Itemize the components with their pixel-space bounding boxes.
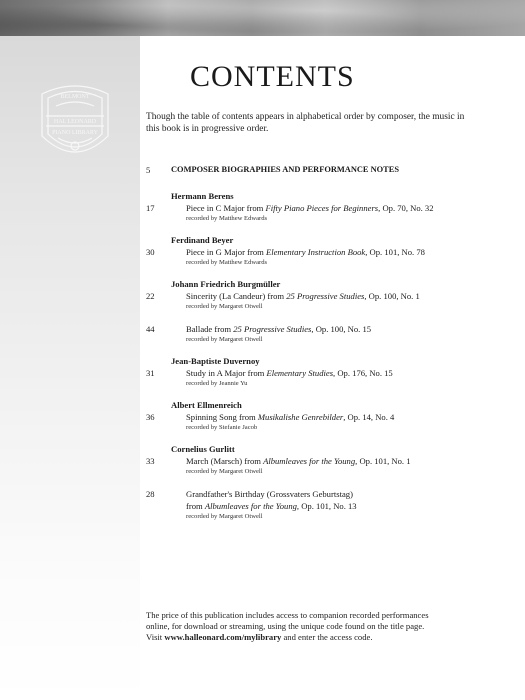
page-number: 28 — [146, 489, 155, 499]
page-number: 44 — [146, 324, 155, 334]
recorded-by: recorded by Margaret Otwell — [186, 303, 263, 310]
toc-entry[interactable] — [146, 367, 486, 379]
left-panel — [0, 36, 140, 700]
page-number: 30 — [146, 247, 155, 257]
toc-entry-continued — [146, 500, 486, 512]
seal-text-top: BELMONT — [60, 94, 90, 100]
toc-entry[interactable] — [146, 202, 486, 214]
page-number: 31 — [146, 368, 155, 378]
recorded-by: recorded by Matthew Edwards — [186, 259, 268, 266]
toc-entry[interactable] — [146, 411, 486, 423]
toc-entry[interactable] — [146, 488, 486, 500]
table-of-contents — [146, 164, 486, 522]
piece-title: March (Marsch) from Albumleaves for the Young, Op. 101, No. 1 — [186, 456, 411, 466]
section-heading: COMPOSER BIOGRAPHIES AND PERFORMANCE NOTES — [171, 165, 400, 174]
toc-entry[interactable] — [146, 455, 486, 467]
recorded-by: recorded by Matthew Edwards — [186, 215, 268, 222]
piece-title: Spinning Song from Musikalishe Genrebilder, Op. 14, No. 4 — [186, 412, 395, 422]
page-number: 33 — [146, 456, 155, 466]
piece-title: Piece in C Major from Fifty Piano Pieces for Beginners, Op. 70, No. 32 — [186, 203, 434, 213]
composer-name: Jean-Baptiste Duvernoy — [171, 356, 260, 366]
top-band — [0, 0, 525, 36]
piece-title: Study in A Major from Elementary Studies, Op. 176, No. 15 — [186, 368, 393, 378]
library-link[interactable]: www.halleonard.com/mylibrary — [164, 632, 282, 642]
piece-title: Ballade from 25 Progressive Studies, Op. 100, No. 15 — [186, 324, 372, 334]
seal-text-bottom: PIANO LIBRARY — [52, 130, 98, 136]
recorded-by: recorded by Stefanie Jacob — [186, 424, 258, 431]
page-number: 22 — [146, 291, 155, 301]
recorded-by: recorded by Jeannie Yu — [186, 380, 248, 387]
composer-name: Albert Ellmenreich — [171, 400, 242, 410]
piece-title: Grandfather's Birthday (Grossvaters Geburtstag) — [186, 489, 353, 499]
page-title: CONTENTS — [190, 60, 355, 93]
toc-entry[interactable] — [146, 323, 486, 335]
footer-note: The price of this publication includes access to companion recorded performances online, for download or streaming, using the unique code found on the title page. Visit www.halleonard.com/mylibrary and enter the access code. — [146, 610, 429, 642]
page-number: 36 — [146, 412, 155, 422]
recorded-by: recorded by Margaret Otwell — [186, 468, 263, 475]
composer-name: Hermann Berens — [171, 191, 234, 201]
seal-logo — [34, 76, 116, 168]
composer-name: Ferdinand Beyer — [171, 235, 234, 245]
toc-section-row[interactable] — [146, 164, 486, 176]
piece-title: Piece in G Major from Elementary Instruction Book, Op. 101, No. 78 — [186, 247, 425, 257]
composer-name: Johann Friedrich Burgmüller — [171, 279, 281, 289]
piece-title-line2: from Albumleaves for the Young, Op. 101, No. 13 — [186, 501, 357, 511]
recorded-by: recorded by Margaret Otwell — [186, 513, 263, 520]
toc-entry[interactable] — [146, 290, 486, 302]
page-number: 5 — [146, 165, 151, 175]
seal-text-band: HAL LEONARD — [53, 119, 97, 125]
toc-entry[interactable] — [146, 246, 486, 258]
composer-name: Cornelius Gurlitt — [171, 444, 235, 454]
page-number: 17 — [146, 203, 155, 213]
intro-text: Though the table of contents appears in alphabetical order by composer, the music in this book is in progressive order. — [146, 112, 465, 134]
recorded-by: recorded by Margaret Otwell — [186, 336, 263, 343]
piece-title: Sincerity (La Candeur) from 25 Progressive Studies, Op. 100, No. 1 — [186, 291, 420, 301]
